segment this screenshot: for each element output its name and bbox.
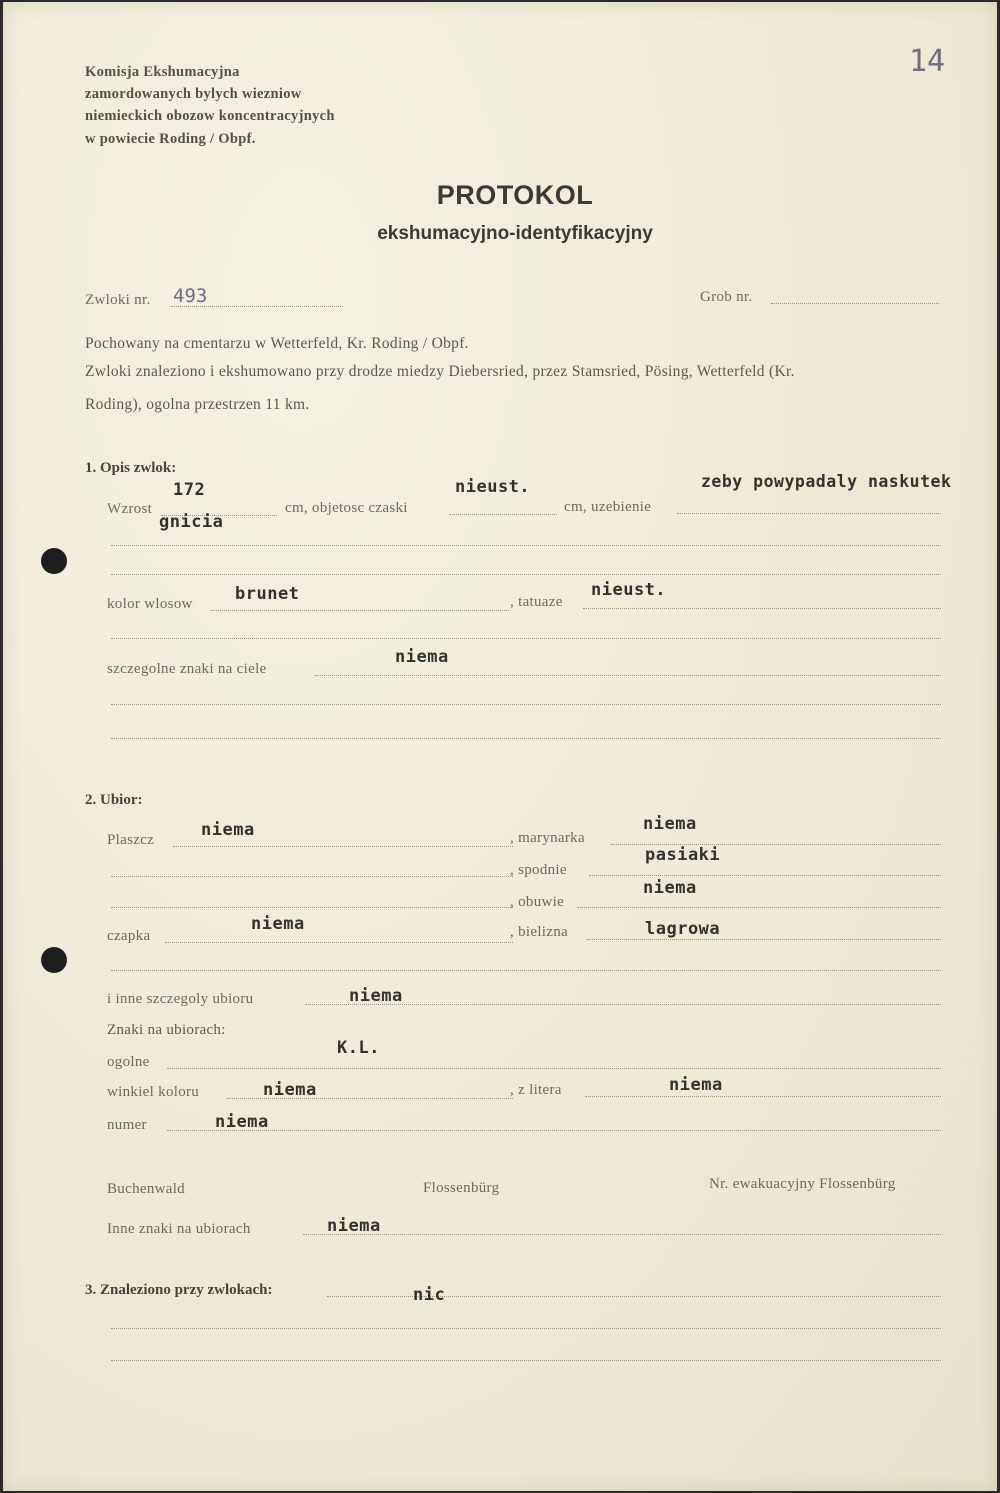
header-line: Komisja Ekshumacyjna bbox=[85, 64, 240, 80]
tatuaze-value: nieust. bbox=[591, 580, 667, 600]
punch-hole bbox=[41, 548, 67, 574]
znaki-label: szczegolne znaki na ciele bbox=[107, 661, 267, 677]
plaszcz-value: niema bbox=[201, 820, 255, 840]
inne-value: niema bbox=[349, 986, 403, 1006]
marynarka-value: niema bbox=[643, 814, 697, 834]
punch-hole bbox=[41, 947, 67, 973]
header-line: w powiecie Roding / Obpf. bbox=[85, 131, 256, 147]
section-1-title: 1. Opis zwlok: bbox=[85, 460, 177, 476]
ogolne-label: ogolne bbox=[107, 1054, 150, 1070]
inne-znaki-value: niema bbox=[327, 1216, 381, 1236]
wzrost-value: 172 bbox=[173, 480, 206, 500]
header-line: zamordowanych bylych wiezniow bbox=[85, 86, 302, 102]
cm-czaski-label: cm, objetosc czaski bbox=[285, 500, 408, 516]
document-page bbox=[3, 2, 997, 1491]
litera-value: niema bbox=[669, 1075, 723, 1095]
flossenburg-label: Flossenbürg bbox=[423, 1180, 500, 1196]
inne-label: i inne szczegoly ubioru bbox=[107, 991, 254, 1007]
czaski-value: nieust. bbox=[455, 477, 531, 497]
kolor-label: kolor wlosow bbox=[107, 596, 193, 612]
document-subtitle: ekshumacyjno-identyfikacyjny bbox=[377, 223, 653, 244]
plaszcz-label: Plaszcz bbox=[107, 832, 155, 848]
header-line: niemieckich obozow koncentracyjnych bbox=[85, 108, 335, 124]
zwloki-value: 493 bbox=[173, 285, 208, 307]
burial-line: Roding), ogolna przestrzen 11 km. bbox=[85, 396, 310, 413]
wzrost-label: Wzrost bbox=[107, 501, 153, 517]
numer-label: numer bbox=[107, 1117, 147, 1133]
inne-znaki-label: Inne znaki na ubiorach bbox=[107, 1221, 251, 1237]
obuwie-value: niema bbox=[643, 878, 697, 898]
bielizna-label: , bielizna bbox=[510, 924, 568, 940]
cm-uzebienie-label: cm, uzebienie bbox=[564, 499, 652, 515]
spodnie-value: pasiaki bbox=[645, 845, 721, 865]
znaki-ubior-label: Znaki na ubiorach: bbox=[107, 1022, 226, 1038]
zwloki-label: Zwloki nr. bbox=[85, 292, 151, 308]
page-number: 14 bbox=[909, 44, 946, 79]
kolor-value: brunet bbox=[235, 584, 300, 604]
burial-line: Zwloki znaleziono i ekshumowano przy drodze miedzy Diebersried, przez Stamsried, Pösing, Wetterfeld (Kr. bbox=[85, 363, 795, 380]
czapka-value: niema bbox=[251, 914, 305, 934]
obuwie-label: , obuwie bbox=[510, 894, 565, 910]
buchenwald-label: Buchenwald bbox=[107, 1181, 185, 1197]
litera-label: , z litera bbox=[510, 1082, 562, 1098]
tatuaze-label: , tatuaze bbox=[510, 594, 563, 610]
grob-label: Grob nr. bbox=[700, 289, 753, 305]
winkiel-label: winkiel koloru bbox=[107, 1084, 200, 1100]
document-title: PROTOKOL bbox=[436, 180, 594, 210]
czapka-label: czapka bbox=[107, 928, 151, 944]
numer-value: niema bbox=[215, 1112, 269, 1132]
spodnie-label: , spodnie bbox=[510, 862, 567, 878]
bielizna-value: lagrowa bbox=[645, 919, 721, 939]
uzebienie-value: zeby powypadaly naskutek bbox=[701, 472, 952, 491]
ogolne-value: K.L. bbox=[337, 1038, 380, 1058]
section-2-title: 2. Ubior: bbox=[85, 792, 143, 808]
burial-line: Pochowany na cmentarzu w Wetterfeld, Kr. Roding / Obpf. bbox=[85, 335, 469, 352]
section-3-title: 3. Znaleziono przy zwlokach: bbox=[85, 1282, 273, 1298]
ewakuacyjny-label: Nr. ewakuacyjny Flossenbürg bbox=[709, 1176, 896, 1192]
uzebienie-value-cont: gnicia bbox=[159, 512, 224, 532]
winkiel-value: niema bbox=[263, 1080, 317, 1100]
znaki-value: niema bbox=[395, 647, 449, 667]
marynarka-label: , marynarka bbox=[510, 830, 585, 846]
section-3-value: nic bbox=[413, 1285, 446, 1305]
